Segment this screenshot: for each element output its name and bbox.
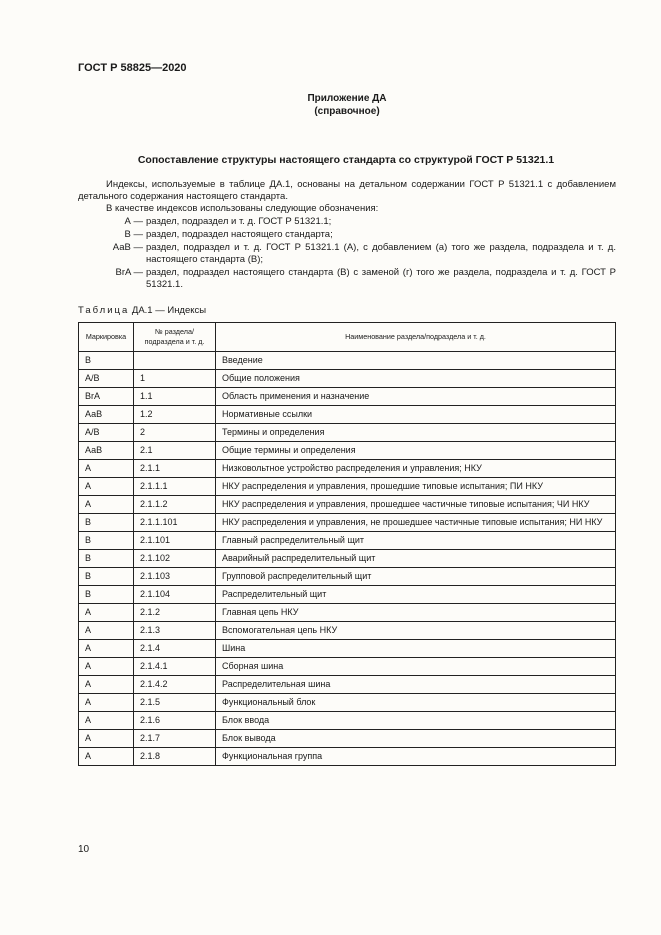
table-row xyxy=(79,406,616,424)
cell-marking: АаВ xyxy=(79,442,134,460)
cell-marking: А xyxy=(79,496,134,514)
cell-section-name: Сборная шина xyxy=(216,658,616,676)
section-title: Сопоставление структуры настоящего стандарта со структурой ГОСТ Р 51321.1 xyxy=(137,154,555,166)
cell-section-name: Термины и определения xyxy=(216,424,616,442)
cell-section-name: Блок ввода xyxy=(216,712,616,730)
table-body xyxy=(79,352,616,766)
cell-section-name: Низковольтное устройство распределения и управления; НКУ xyxy=(216,460,616,478)
intro-paragraph: Индексы, используемые в таблице ДА.1, основаны на детальном содержании ГОСТ Р 51321.1 с добавлением детального содержания настоящего стандарта. xyxy=(78,179,616,202)
cell-section-number: 2.1.7 xyxy=(134,730,216,748)
cell-marking: В xyxy=(79,586,134,604)
cell-section-name: Главный распределительный щит xyxy=(216,532,616,550)
cell-marking: А xyxy=(79,658,134,676)
cell-section-name: Групповой распределительный щит xyxy=(216,568,616,586)
cell-marking: А xyxy=(79,460,134,478)
cell-section-name: НКУ распределения и управления, прошедшие типовые испытания; ПИ НКУ xyxy=(216,478,616,496)
cell-section-number: 2.1.1.101 xyxy=(134,514,216,532)
cell-section-name: Нормативные ссылки xyxy=(216,406,616,424)
table-row xyxy=(79,586,616,604)
cell-section-number: 2.1.4.2 xyxy=(134,676,216,694)
cell-section-number: 2.1.103 xyxy=(134,568,216,586)
table-row xyxy=(79,352,616,370)
table-row xyxy=(79,424,616,442)
annex-title: Приложение ДА xyxy=(307,93,387,104)
definition-key: В — xyxy=(124,229,143,240)
cell-section-name: Функциональный блок xyxy=(216,694,616,712)
document-code: ГОСТ Р 58825—2020 xyxy=(78,62,187,74)
header-marking: Маркировка xyxy=(79,323,134,352)
table-caption-text: ДА.1 — Индексы xyxy=(131,305,207,316)
cell-section-number: 2.1.8 xyxy=(134,748,216,766)
cell-marking: А xyxy=(79,604,134,622)
table-row xyxy=(79,712,616,730)
cell-section-name: Функциональная группа xyxy=(216,748,616,766)
table-row xyxy=(79,694,616,712)
cell-section-number: 2.1.101 xyxy=(134,532,216,550)
cell-marking: АаВ xyxy=(79,406,134,424)
cell-marking: А xyxy=(79,694,134,712)
cell-section-number: 2.1.5 xyxy=(134,694,216,712)
table-row xyxy=(79,640,616,658)
cell-section-number: 2.1.4 xyxy=(134,640,216,658)
table-row xyxy=(79,388,616,406)
cell-section-number: 2.1.1.2 xyxy=(134,496,216,514)
table-row xyxy=(79,568,616,586)
cell-section-number: 2.1.3 xyxy=(134,622,216,640)
header-section-name: Наименование раздела/подраздела и т. д. xyxy=(216,323,616,352)
definitions-list xyxy=(78,216,616,292)
cell-marking: В xyxy=(79,514,134,532)
cell-section-number: 2.1 xyxy=(134,442,216,460)
cell-section-number: 2.1.4.1 xyxy=(134,658,216,676)
table-row xyxy=(79,730,616,748)
cell-marking: А xyxy=(79,748,134,766)
definition-key: BrA — xyxy=(115,267,143,278)
cell-section-name: Шина xyxy=(216,640,616,658)
cell-section-number: 2.1.6 xyxy=(134,712,216,730)
definition-item xyxy=(78,267,616,291)
table-row xyxy=(79,496,616,514)
annex-subtitle: (справочное) xyxy=(314,106,380,117)
table-row xyxy=(79,676,616,694)
cell-marking: BrA xyxy=(79,388,134,406)
definition-key: АаВ — xyxy=(112,242,143,253)
cell-marking: А xyxy=(79,478,134,496)
cell-section-number: 2.1.102 xyxy=(134,550,216,568)
table-row xyxy=(79,514,616,532)
cell-section-number xyxy=(134,352,216,370)
cell-section-name: НКУ распределения и управления, прошедшее частичные типовые испытания; ЧИ НКУ xyxy=(216,496,616,514)
definition-item xyxy=(78,242,616,266)
cell-section-name: НКУ распределения и управления, не прошедшее частичные типовые испытания; НИ НКУ xyxy=(216,514,616,532)
cell-marking: В xyxy=(79,532,134,550)
table-row xyxy=(79,658,616,676)
cell-section-number: 2.1.1 xyxy=(134,460,216,478)
definition-text: раздел, подраздел и т. д. ГОСТ Р 51321.1; xyxy=(146,216,332,227)
cell-marking: В xyxy=(79,352,134,370)
cell-section-name: Общие термины и определения xyxy=(216,442,616,460)
table-row xyxy=(79,442,616,460)
cell-section-number: 2.1.1.1 xyxy=(134,478,216,496)
cell-section-name: Введение xyxy=(216,352,616,370)
cell-section-name: Распределительный щит xyxy=(216,586,616,604)
cell-section-number: 1 xyxy=(134,370,216,388)
cell-section-name: Область применения и назначение xyxy=(216,388,616,406)
definition-text: раздел, подраздел настоящего стандарта; xyxy=(146,229,333,240)
table-row xyxy=(79,478,616,496)
definition-key: А — xyxy=(124,216,143,227)
cell-marking: В xyxy=(79,568,134,586)
table-row xyxy=(79,622,616,640)
cell-section-name: Общие положения xyxy=(216,370,616,388)
index-table xyxy=(78,322,616,766)
cell-section-number: 2.1.104 xyxy=(134,586,216,604)
cell-section-name: Главная цепь НКУ xyxy=(216,604,616,622)
cell-section-name: Блок вывода xyxy=(216,730,616,748)
table-row xyxy=(79,532,616,550)
page-number: 10 xyxy=(78,844,90,855)
cell-section-number: 1.1 xyxy=(134,388,216,406)
table-row xyxy=(79,370,616,388)
cell-marking: А xyxy=(79,622,134,640)
cell-section-number: 2 xyxy=(134,424,216,442)
cell-section-name: Аварийный распределительный щит xyxy=(216,550,616,568)
definition-item xyxy=(78,216,616,228)
header-section-number: № раздела/ подраздела и т. д. xyxy=(134,323,216,352)
table-caption-word: Таблица xyxy=(78,305,130,316)
table-header-row xyxy=(79,323,616,352)
cell-marking: В xyxy=(79,550,134,568)
table-row xyxy=(79,748,616,766)
table-row xyxy=(79,550,616,568)
cell-section-number: 1.2 xyxy=(134,406,216,424)
cell-section-name: Распределительная шина xyxy=(216,676,616,694)
cell-section-name: Вспомогательная цепь НКУ xyxy=(216,622,616,640)
definition-item xyxy=(78,229,616,241)
cell-marking: А xyxy=(79,730,134,748)
cell-marking: А xyxy=(79,640,134,658)
cell-marking: А/В xyxy=(79,424,134,442)
cell-section-number: 2.1.2 xyxy=(134,604,216,622)
cell-marking: А xyxy=(79,676,134,694)
intro-paragraph-2: В качестве индексов использованы следующие обозначения: xyxy=(106,203,379,214)
cell-marking: А/В xyxy=(79,370,134,388)
definition-text: раздел, подраздел настоящего стандарта (В) с заменой (г) того же раздела, подраздела и т. д. ГОСТ Р 51321.1. xyxy=(146,267,616,290)
table-row xyxy=(79,604,616,622)
definition-text: раздел, подраздел и т. д. ГОСТ Р 51321.1 (А), с добавлением (а) того же раздела, подраздела и т. д. настоящего стандарта (В); xyxy=(146,242,616,265)
cell-marking: А xyxy=(79,712,134,730)
table-row xyxy=(79,460,616,478)
table-caption xyxy=(78,305,206,316)
